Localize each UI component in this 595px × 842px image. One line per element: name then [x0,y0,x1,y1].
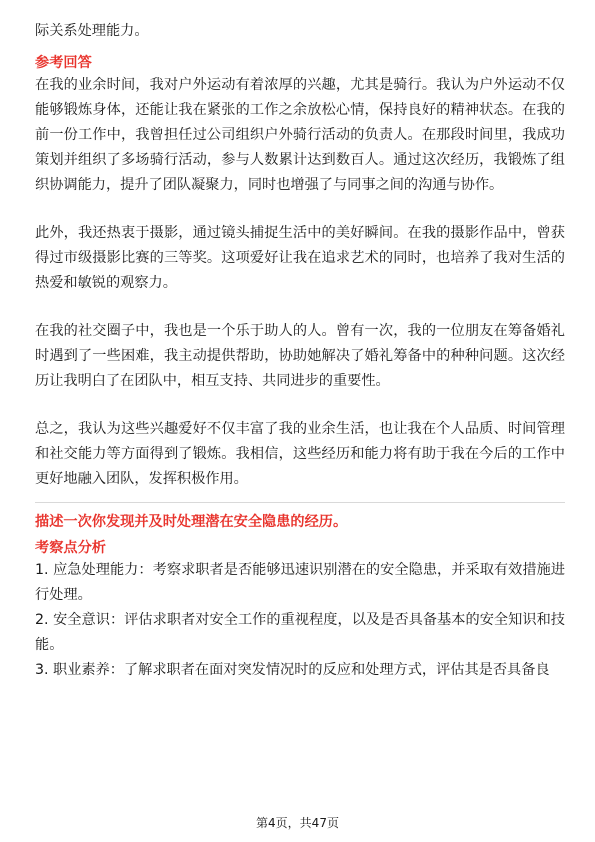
page-content [35,19,565,683]
analysis-point: 1. 应急处理能力：考察求职者是否能够迅速识别潜在的安全隐患，并采取有效措施进行处理。 [35,562,565,603]
answer-paragraph: 此外，我还热衷于摄影，通过镜头捕捉生活中的美好瞬间。在我的摄影作品中，曾获得过市级摄影比赛的三等奖。这项爱好让我在追求艺术的同时，也培养了我对生活的热爱和敏锐的观察力。 [35,225,565,291]
answer-paragraph: 在我的社交圈子中，我也是一个乐于助人的人。曾有一次，我的一位朋友在筹备婚礼时遇到了一些困难，我主动提供帮助，协助她解决了婚礼筹备中的种种问题。这次经历让我明白了在团队中，相互支持、共同进步的重要性。 [35,323,565,389]
question-title: 描述一次你发现并及时处理潜在安全隐患的经历。 [35,514,348,530]
reference-answer-label: 参考回答 [35,55,92,71]
section-divider [35,502,565,503]
analysis-point: 2. 安全意识：评估求职者对安全工作的重视程度，以及是否具备基本的安全知识和技能。 [35,612,565,653]
analysis-label: 考察点分析 [35,540,106,556]
analysis-point: 3. 职业素养：了解求职者在面对突发情况时的反应和处理方式，评估其是否具备良 [35,662,550,678]
answer-paragraph: 在我的业余时间，我对户外运动有着浓厚的兴趣，尤其是骑行。我认为户外运动不仅能够锻炼身体，还能让我在紧张的工作之余放松心情，保持良好的精神状态。在我的前一份工作中，我曾担任过公司组织户外骑行活动的负责人。在那段时间里，我成功策划并组织了多场骑行活动，参与人数累计达到数百人。通过这次经历，我锻炼了组织协调能力，提升了团队凝聚力，同时也增强了与同事之间的沟通与协作。 [35,77,565,193]
answer-paragraph: 总之，我认为这些兴趣爱好不仅丰富了我的业余生活，也让我在个人品质、时间管理和社交能力等方面得到了锻炼。我相信，这些经历和能力将有助于我在今后的工作中更好地融入团队，发挥积极作用。 [35,421,565,487]
continued-text: 际关系处理能力。 [35,23,149,39]
page-number: 第4页，共47页 [256,816,339,830]
